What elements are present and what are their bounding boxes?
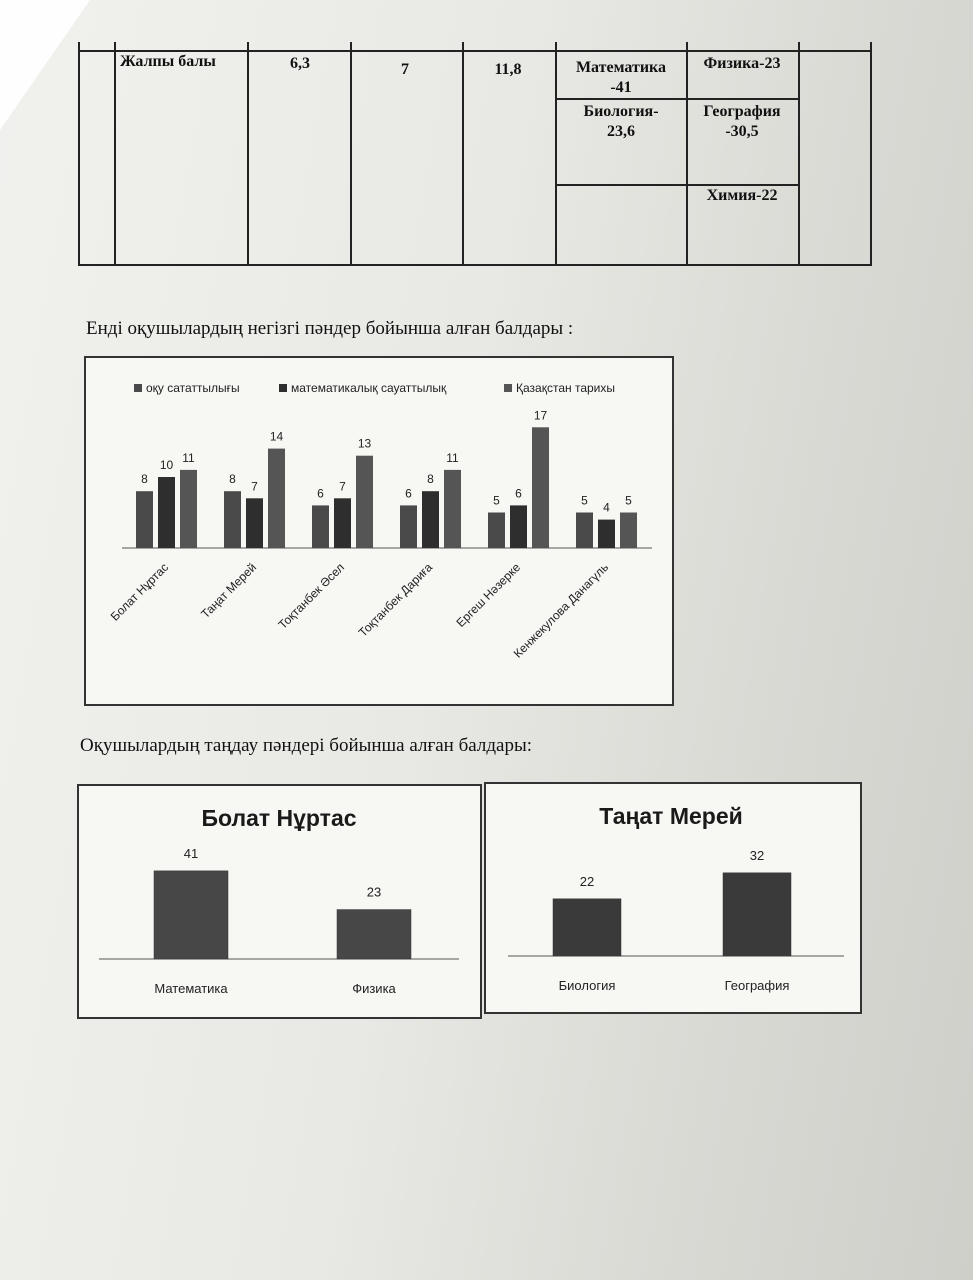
- chart-bolat-frame: [77, 784, 482, 1019]
- bar: [356, 456, 373, 548]
- data-label: 5: [581, 493, 588, 508]
- value-cell: 11,8: [494, 61, 522, 78]
- value-cell: 6,3: [290, 55, 310, 72]
- table-col-line: [114, 42, 116, 264]
- data-label: 6: [405, 486, 412, 501]
- subject-cell-biology: [560, 102, 682, 142]
- data-label: 6: [515, 486, 522, 501]
- subject-cell-geography: [690, 102, 794, 142]
- bar: [510, 505, 527, 548]
- bar: [488, 513, 505, 549]
- bar: [334, 498, 351, 548]
- table-col-line: [798, 42, 800, 264]
- data-label: 13: [357, 436, 372, 451]
- bar: [598, 520, 615, 548]
- caption-main-subjects: Енді оқушылардың негізгі пәндер бойынша алған балдары :: [86, 318, 574, 339]
- legend-swatch: [134, 384, 142, 392]
- data-label: 5: [493, 493, 500, 508]
- category-label: Тоқтанбек Дариға: [355, 560, 436, 640]
- bar: [532, 427, 549, 548]
- category-label: Биология: [558, 978, 616, 993]
- bar: [268, 449, 285, 548]
- subject-score: -30,5: [725, 123, 759, 140]
- score-table: [78, 42, 872, 266]
- data-label: 8: [427, 472, 434, 487]
- category-label: Ергеш Нәзерке: [453, 560, 524, 630]
- data-label: 4: [603, 500, 610, 515]
- data-label: 11: [446, 450, 459, 465]
- chart-tanat: [486, 784, 860, 1012]
- category-label: Кенжекулова Данагүль: [510, 560, 612, 661]
- subject-cell-chemistry: Химия-22: [706, 187, 778, 204]
- data-label: 5: [625, 493, 632, 508]
- category-label: Болат Нұртас: [107, 560, 172, 624]
- data-label: 10: [159, 458, 174, 472]
- data-label: 11: [182, 450, 195, 465]
- legend-swatch: [504, 384, 512, 392]
- legend-label: Қазақстан тарихы: [516, 381, 615, 395]
- caption-elective-subjects: Оқушылардың таңдау пәндері бойынша алған балдары:: [80, 735, 532, 756]
- legend-label: оқу сататтылығы: [146, 381, 240, 395]
- row-label: Жалпы балы: [120, 53, 216, 70]
- bar: [246, 498, 263, 548]
- bar: [180, 470, 197, 548]
- category-label: Таңат Мерей: [198, 560, 260, 622]
- data-label: 22: [579, 873, 595, 889]
- table-row-line: [555, 98, 798, 100]
- category-label: Тоқтанбек Әсел: [275, 560, 348, 632]
- main-subjects-chart: [86, 358, 672, 704]
- bar: [620, 513, 637, 549]
- data-label: 23: [366, 884, 382, 900]
- data-label: 7: [251, 479, 258, 494]
- subject-score: 23,6: [607, 123, 635, 140]
- bar: [553, 899, 621, 956]
- bar: [444, 470, 461, 548]
- legend-swatch: [279, 384, 287, 392]
- bar: [337, 910, 411, 959]
- legend-label: математикалық сауаттылық: [291, 381, 447, 395]
- data-label: 32: [749, 847, 765, 863]
- subject-name: Биология-: [583, 103, 659, 120]
- data-label: 8: [141, 472, 148, 487]
- table-col-line: [686, 42, 688, 264]
- table-col-line: [555, 42, 557, 264]
- subject-cell-physics: Физика-23: [703, 55, 781, 72]
- table-col-line: [247, 42, 249, 264]
- subject-score: -41: [610, 79, 632, 96]
- chart-bolat: [79, 786, 480, 1017]
- subject-name: Математика: [575, 59, 667, 76]
- bar: [312, 505, 329, 548]
- bar: [154, 871, 228, 959]
- chart-tanat-frame: [484, 782, 862, 1014]
- table-col-line: [350, 42, 352, 264]
- data-label: 7: [339, 479, 346, 494]
- bar: [136, 491, 153, 548]
- data-label: 6: [317, 486, 324, 501]
- bar: [422, 491, 439, 548]
- subject-name: География: [703, 103, 781, 120]
- bar: [158, 477, 175, 548]
- main-subjects-chart-frame: [84, 356, 674, 706]
- bar: [576, 513, 593, 549]
- bar: [400, 505, 417, 548]
- category-label: Физика: [352, 981, 396, 996]
- category-label: География: [724, 978, 790, 993]
- folded-corner: [0, 0, 90, 130]
- data-label: 14: [269, 429, 284, 444]
- chart-title: Болат Нұртас: [201, 805, 357, 831]
- subject-cell-math: [560, 58, 682, 98]
- value-cell: 7: [401, 61, 409, 78]
- bar: [224, 491, 241, 548]
- bar: [723, 873, 791, 956]
- data-label: 8: [229, 472, 236, 487]
- data-label: 41: [183, 845, 199, 861]
- chart-title: Таңат Мерей: [599, 803, 743, 829]
- data-label: 17: [533, 408, 548, 423]
- category-label: Математика: [154, 981, 228, 996]
- table-col-line: [462, 42, 464, 264]
